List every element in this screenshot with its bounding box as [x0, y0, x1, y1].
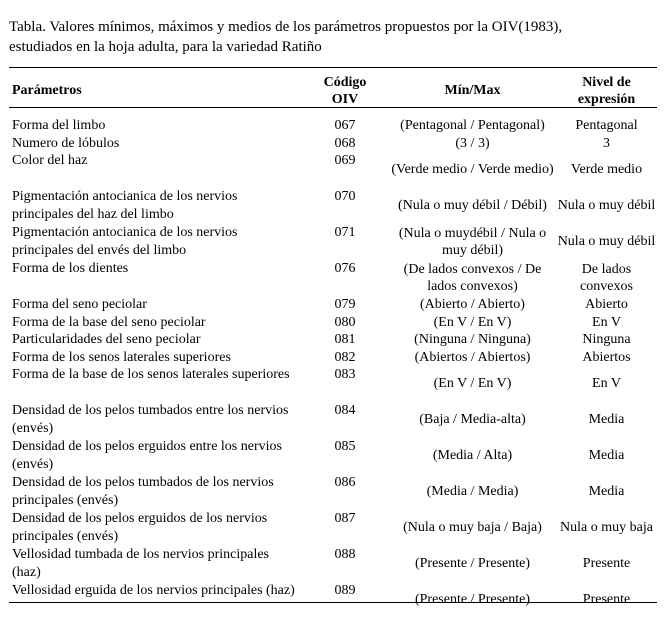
min-max-cell: (En V / En V) — [433, 376, 512, 392]
table-row — [9, 331, 657, 349]
oiv-code-cell: 086 — [334, 475, 356, 490]
header-codigo-line1: Código — [323, 74, 367, 90]
parameter-cell: Color del haz — [12, 153, 88, 168]
parameter-cell: Numero de lóbulos — [12, 135, 120, 151]
header-min-max: Mín/Max — [444, 83, 501, 99]
table-row — [9, 314, 657, 332]
oiv-code-cell: 085 — [334, 439, 356, 454]
min-max-cell: (Ninguna / Ninguna) — [414, 332, 531, 347]
expression-level-cell: Media — [588, 484, 625, 500]
oiv-code-cell: 071 — [334, 225, 356, 240]
expression-level-cell: En V — [592, 376, 621, 392]
oiv-code-cell: 069 — [334, 153, 356, 168]
table-body — [9, 112, 657, 618]
parameter-cell: Densidad de los pelos tumbados entre los nervios (envés) — [12, 403, 289, 436]
parameter-cell: Pigmentación antocianica de los nervios principales del haz del limbo — [12, 189, 238, 222]
expression-level-cell: En V — [592, 314, 621, 330]
oiv-code-cell: 080 — [334, 314, 356, 330]
oiv-code-cell: 079 — [334, 297, 356, 312]
min-max-cell: (Nula o muydébil / Nula o muy débil) — [398, 225, 547, 258]
caption-line-1: Tabla. Valores mínimos, máximos y medios de los parámetros propuestos por la OIV(1983), — [9, 19, 563, 35]
parameter-cell: Forma de los senos laterales superiores — [12, 349, 231, 365]
min-max-cell: (Abierto / Abierto) — [420, 297, 525, 312]
table-row — [9, 366, 657, 402]
table-row — [9, 546, 657, 582]
top-rule — [9, 67, 657, 68]
expression-level-cell: 3 — [603, 135, 610, 151]
parameter-cell: Forma del seno peciolar — [12, 297, 147, 312]
min-max-cell: (Nula o muy baja / Baja) — [403, 520, 542, 536]
oiv-code-cell: 084 — [334, 403, 356, 418]
table-row — [9, 296, 657, 314]
parameter-cell: Pigmentación antocianica de los nervios principales del envés del limbo — [12, 225, 238, 258]
expression-level-cell: Presente — [582, 592, 631, 608]
header-codigo-line2: OIV — [331, 92, 359, 107]
table-row — [9, 224, 657, 260]
min-max-cell: (Media / Media) — [426, 484, 519, 500]
parameter-cell: Particularidades del seno peciolar — [12, 332, 201, 347]
table-caption — [9, 17, 649, 57]
expression-level-cell: Pentagonal — [575, 118, 638, 133]
header-parametros: Parámetros — [12, 83, 82, 99]
table-row — [9, 510, 657, 546]
parameter-cell: Densidad de los pelos erguidos de los nervios principales (envés) — [12, 511, 268, 544]
header-nivel-line2: expresión — [577, 92, 636, 107]
expression-level-cell: Media — [588, 412, 625, 428]
min-max-cell: (Abiertos / Abiertos) — [414, 349, 531, 365]
parameter-cell: Densidad de los pelos erguidos entre los nervios (envés) — [12, 439, 282, 472]
table-row — [9, 152, 657, 188]
table-row — [9, 349, 657, 367]
parameter-cell: Forma de la base de los senos laterales superiores — [12, 367, 290, 382]
header-codigo-oiv — [301, 70, 389, 112]
expression-level-cell: Ninguna — [582, 332, 631, 347]
expression-level-cell: Presente — [582, 556, 631, 572]
parameter-cell: Forma de la base del seno peciolar — [12, 314, 206, 330]
parameters-table — [9, 70, 657, 618]
table-row — [9, 402, 657, 438]
min-max-cell: (Verde medio / Verde medio) — [391, 162, 554, 178]
caption-line-2: estudiados en la hoja adulta, para la variedad Ratiño — [9, 39, 322, 55]
oiv-code-cell: 083 — [334, 367, 356, 382]
min-max-cell: (Baja / Media-alta) — [419, 412, 526, 428]
parameter-cell: Vellosidad erguida de los nervios principales (haz) — [12, 583, 295, 598]
oiv-code-cell: 067 — [334, 118, 356, 133]
oiv-code-cell: 089 — [334, 583, 356, 598]
oiv-code-cell: 068 — [334, 135, 356, 151]
table-header-row — [9, 70, 657, 112]
min-max-cell: (De lados convexos / De lados convexos) — [403, 261, 542, 294]
parameter-cell: Densidad de los pelos tumbados de los nervios principales (envés) — [12, 475, 274, 508]
expression-level-cell: Abierto — [585, 297, 628, 312]
expression-level-cell: Nula o muy baja — [560, 520, 653, 536]
oiv-code-cell: 088 — [334, 547, 356, 562]
expression-level-cell: Media — [588, 448, 625, 464]
table-row — [9, 135, 657, 153]
expression-level-cell: De lados convexos — [580, 261, 633, 294]
min-max-cell: (Presente / Presente) — [414, 592, 531, 608]
expression-level-cell: Nula o muy débil — [557, 234, 656, 250]
table-row — [9, 188, 657, 224]
table-row — [9, 260, 657, 296]
table-row — [9, 112, 657, 135]
table-row — [9, 474, 657, 510]
oiv-code-cell: 087 — [334, 511, 356, 526]
min-max-cell: (Media / Alta) — [432, 448, 513, 464]
table-row — [9, 582, 657, 618]
min-max-cell: (Nula o muy débil / Débil) — [398, 198, 547, 214]
parameter-cell: Vellosidad tumbada de los nervios principales (haz) — [12, 547, 269, 580]
header-nivel-expresion — [556, 70, 657, 112]
table-row — [9, 438, 657, 474]
min-max-cell: (3 / 3) — [455, 135, 490, 151]
expression-level-cell: Verde medio — [570, 162, 643, 178]
min-max-cell: (Presente / Presente) — [414, 556, 531, 572]
expression-level-cell: Abiertos — [582, 349, 631, 365]
min-max-cell: (Pentagonal / Pentagonal) — [400, 118, 545, 133]
oiv-code-cell: 076 — [334, 261, 356, 276]
oiv-code-cell: 070 — [334, 189, 356, 204]
min-max-cell: (En V / En V) — [433, 314, 512, 330]
oiv-code-cell: 081 — [334, 332, 356, 347]
parameter-cell: Forma de los dientes — [12, 261, 129, 276]
expression-level-cell: Nula o muy débil — [557, 198, 656, 214]
oiv-code-cell: 082 — [334, 349, 356, 365]
parameter-cell: Forma del limbo — [12, 118, 106, 133]
header-nivel-line1: Nivel de — [582, 74, 631, 90]
